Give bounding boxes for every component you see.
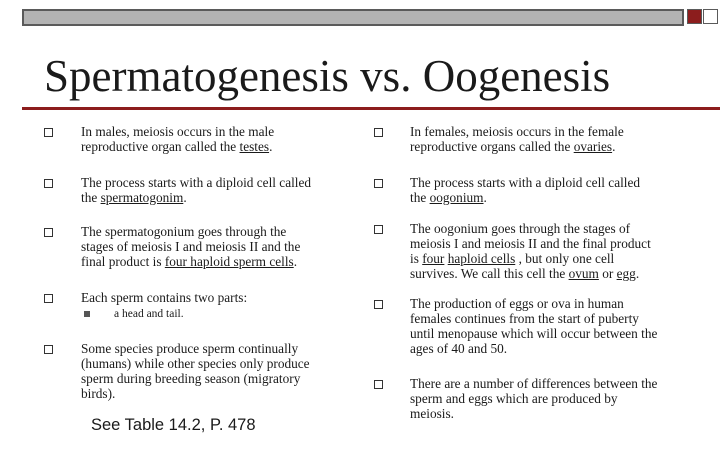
- bullet-text: Each sperm contains two parts:: [81, 290, 248, 305]
- sub-bullet-square-icon: [84, 311, 90, 317]
- bullet-box-icon: [44, 128, 53, 137]
- slide-title: Spermatogenesis vs. Oogenesis: [44, 51, 611, 101]
- header-decor-square-white: [703, 9, 718, 24]
- bullet-text: Some species produce sperm continually (humans) while other species only produce sperm during breeding season (migratory birds).: [81, 341, 310, 401]
- left-bullet-4: [44, 290, 247, 305]
- bullet-text: The oogonium goes through the stages of meiosis I and meiosis II and the final product is four haploid cells , but only one cell survives. We call this cell the ovum or egg.: [410, 221, 651, 281]
- left-bullet-2: [44, 175, 311, 205]
- left-sub-item-1: a head and tail.: [84, 307, 184, 321]
- bullet-box-icon: [374, 128, 383, 137]
- table-reference-note: See Table 14.2, P. 478: [91, 416, 256, 434]
- right-bullet-5: [374, 376, 657, 421]
- right-bullet-3: [374, 221, 651, 281]
- bullet-text: In females, meiosis occurs in the female reproductive organs called the ovaries.: [410, 124, 624, 154]
- bullet-text: The spermatogonium goes through the stages of meiosis I and meiosis II and the final product is four haploid sperm cells.: [81, 224, 301, 269]
- bullet-text: There are a number of differences between the sperm and eggs which are produced by meiosis.: [410, 376, 658, 421]
- bullet-text: The process starts with a diploid cell called the spermatogonim.: [81, 175, 312, 205]
- bullet-box-icon: [44, 294, 53, 303]
- bullet-text: In males, meiosis occurs in the male reproductive organ called the testes.: [81, 124, 275, 154]
- header-decor-square-red: [687, 9, 702, 24]
- right-bullet-1: [374, 124, 624, 154]
- bullet-text: The production of eggs or ova in human females continues from the start of puberty until menopause which will occur between the ages of 40 and 50.: [410, 296, 658, 356]
- header-decor-bar: [22, 9, 684, 26]
- right-bullet-4: [374, 296, 657, 356]
- left-bullet-5: [44, 341, 310, 401]
- left-bullet-1: [44, 124, 274, 154]
- bullet-box-icon: [44, 345, 53, 354]
- bullet-box-icon: [374, 225, 383, 234]
- bullet-box-icon: [374, 179, 383, 188]
- bullet-box-icon: [44, 228, 53, 237]
- title-divider: [22, 107, 720, 110]
- right-bullet-2: [374, 175, 640, 205]
- bullet-box-icon: [374, 380, 383, 389]
- bullet-text: The process starts with a diploid cell called the oogonium.: [410, 175, 641, 205]
- bullet-box-icon: [44, 179, 53, 188]
- left-bullet-3: [44, 224, 300, 269]
- bullet-box-icon: [374, 300, 383, 309]
